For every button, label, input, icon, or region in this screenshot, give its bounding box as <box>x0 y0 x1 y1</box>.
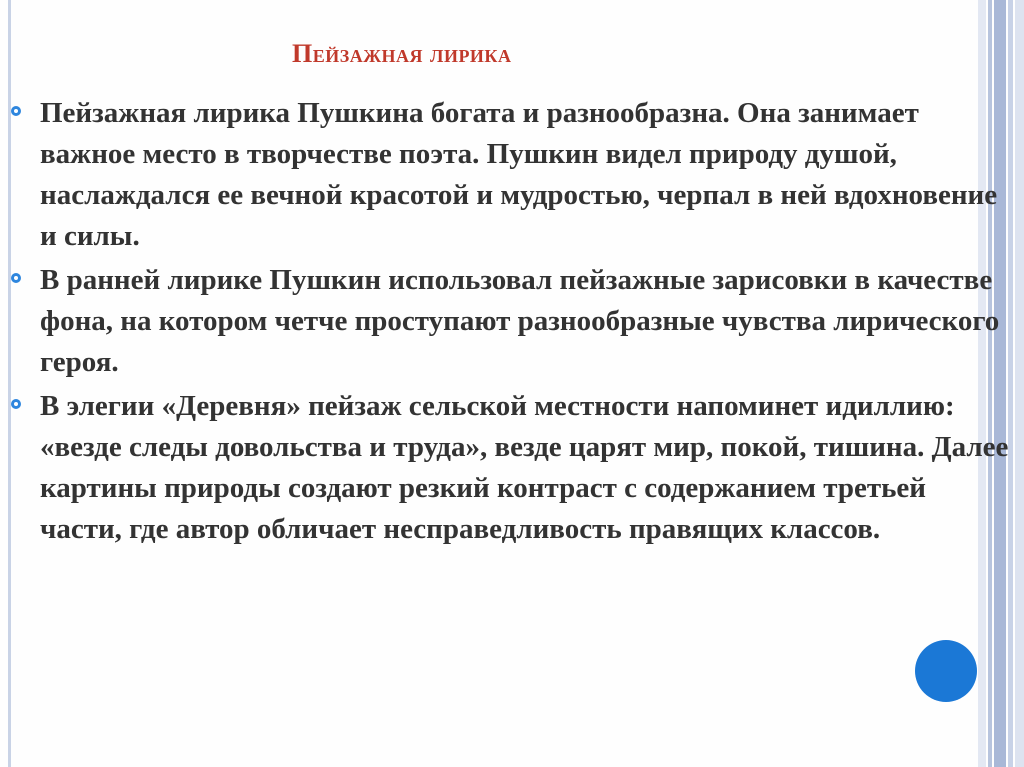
ring-bullet-icon <box>11 106 21 116</box>
bullet-text-1: Пейзажная лирика Пушкина богата и разнообразна. Она занимает важное место в творчестве поэта. Пушкин видел природу душой, наслаждался ее вечной красотой и мудростью, черпал в ней вдохновение и силы. <box>40 97 998 252</box>
slide-title: Пейзажная лирика <box>292 39 512 68</box>
bullet-text-3: В элегии «Деревня» пейзаж сельской местности напоминет идиллию: «везде следы довольства и труда», везде царят мир, покой, тишина. Далее картины природы создают резкий контраст с содержанием третьей части, где автор обличает несправедливость правящих классов. <box>40 390 1009 545</box>
blue-circle-icon <box>915 640 977 702</box>
right-stripe-5 <box>1015 0 1024 767</box>
bullet-item-2 <box>40 260 1015 383</box>
bullet-list <box>40 93 1015 553</box>
ring-bullet-icon <box>11 399 21 409</box>
bullet-item-3 <box>40 386 1015 550</box>
bullet-item-1 <box>40 93 1015 257</box>
bullet-text-2: В ранней лирике Пушкин использовал пейзажные зарисовки в качестве фона, на котором четче проступают разнообразные чувства лирического героя. <box>40 264 1000 378</box>
left-border-line <box>8 0 11 767</box>
ring-bullet-icon <box>11 273 21 283</box>
